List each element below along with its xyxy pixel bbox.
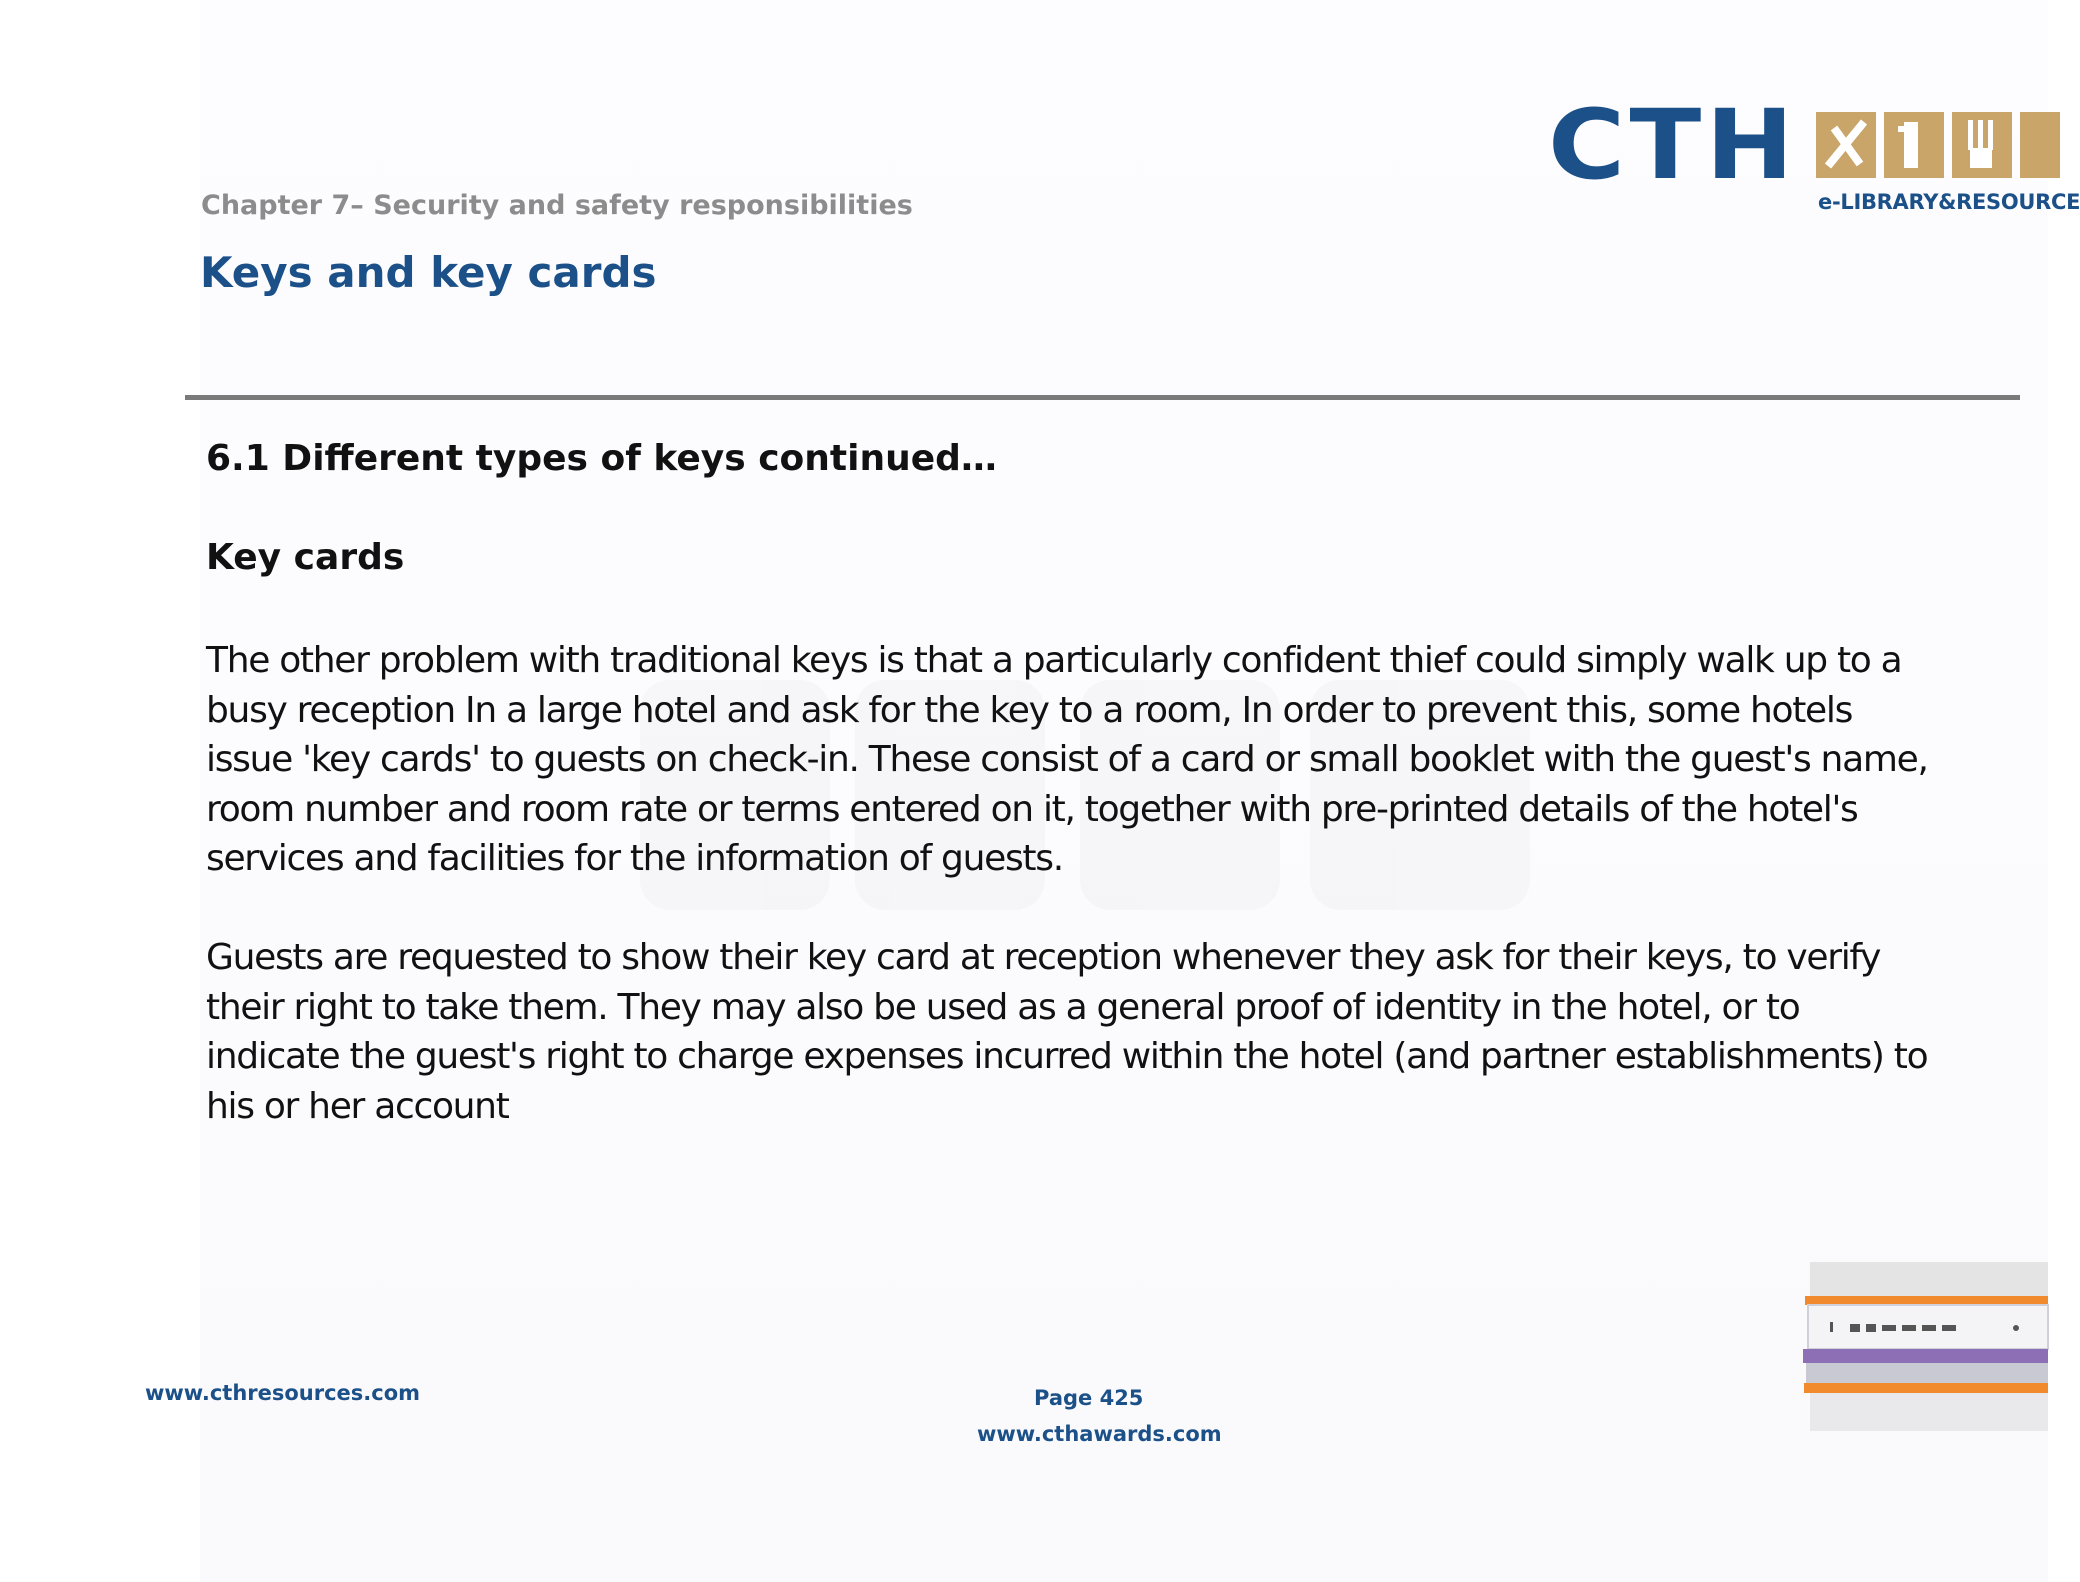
books-image [1800, 1262, 2048, 1432]
page-title: Keys and key cards [200, 248, 657, 297]
paragraph-line: services and facilities for the information of guests. [206, 838, 1063, 880]
paragraph-line: The other problem with traditional keys is that a particularly confident thief could simply walk up to a [206, 640, 1902, 681]
paragraph-1 [206, 636, 1928, 884]
paragraph-line: busy reception In a large hotel and ask for the key to a room, In order to prevent this, some hotels [206, 689, 1853, 731]
paragraph-line: issue 'key cards' to guests on check-in. These consist of a card or small booklet with the guest's name, [206, 739, 1928, 781]
logo-subtitle: e-LIBRARY&RESOURCE [1818, 190, 2080, 214]
subheading: Key cards [206, 537, 405, 578]
page-number: Page 425 [1034, 1386, 1144, 1410]
section-heading: 6.1 Different types of keys continued… [206, 438, 997, 479]
paragraph-line: their right to take them. They may also be used as a general proof of identity in the hotel, or to [206, 986, 1800, 1028]
paragraph-line: indicate the guest's right to charge expenses incurred within the hotel (and partner establishments) to [206, 1036, 1928, 1078]
paragraph-line: room number and room rate or terms entered on it, together with pre-printed details of the hotel's [206, 788, 1858, 830]
paragraph-line: Guests are requested to show their key card at reception whenever they ask for their keys, to verify [206, 937, 1881, 978]
paragraph-line: his or her account [206, 1085, 509, 1127]
paragraph-2 [206, 933, 1927, 1131]
chapter-label: Chapter 7– Security and safety responsibilities [201, 190, 913, 221]
divider [185, 395, 2020, 400]
footer-left-link[interactable]: www.cthresources.com [145, 1381, 421, 1405]
svg-text:CTH: CTH [1548, 89, 1798, 201]
footer-center-link[interactable]: www.cthawards.com [977, 1422, 1222, 1446]
